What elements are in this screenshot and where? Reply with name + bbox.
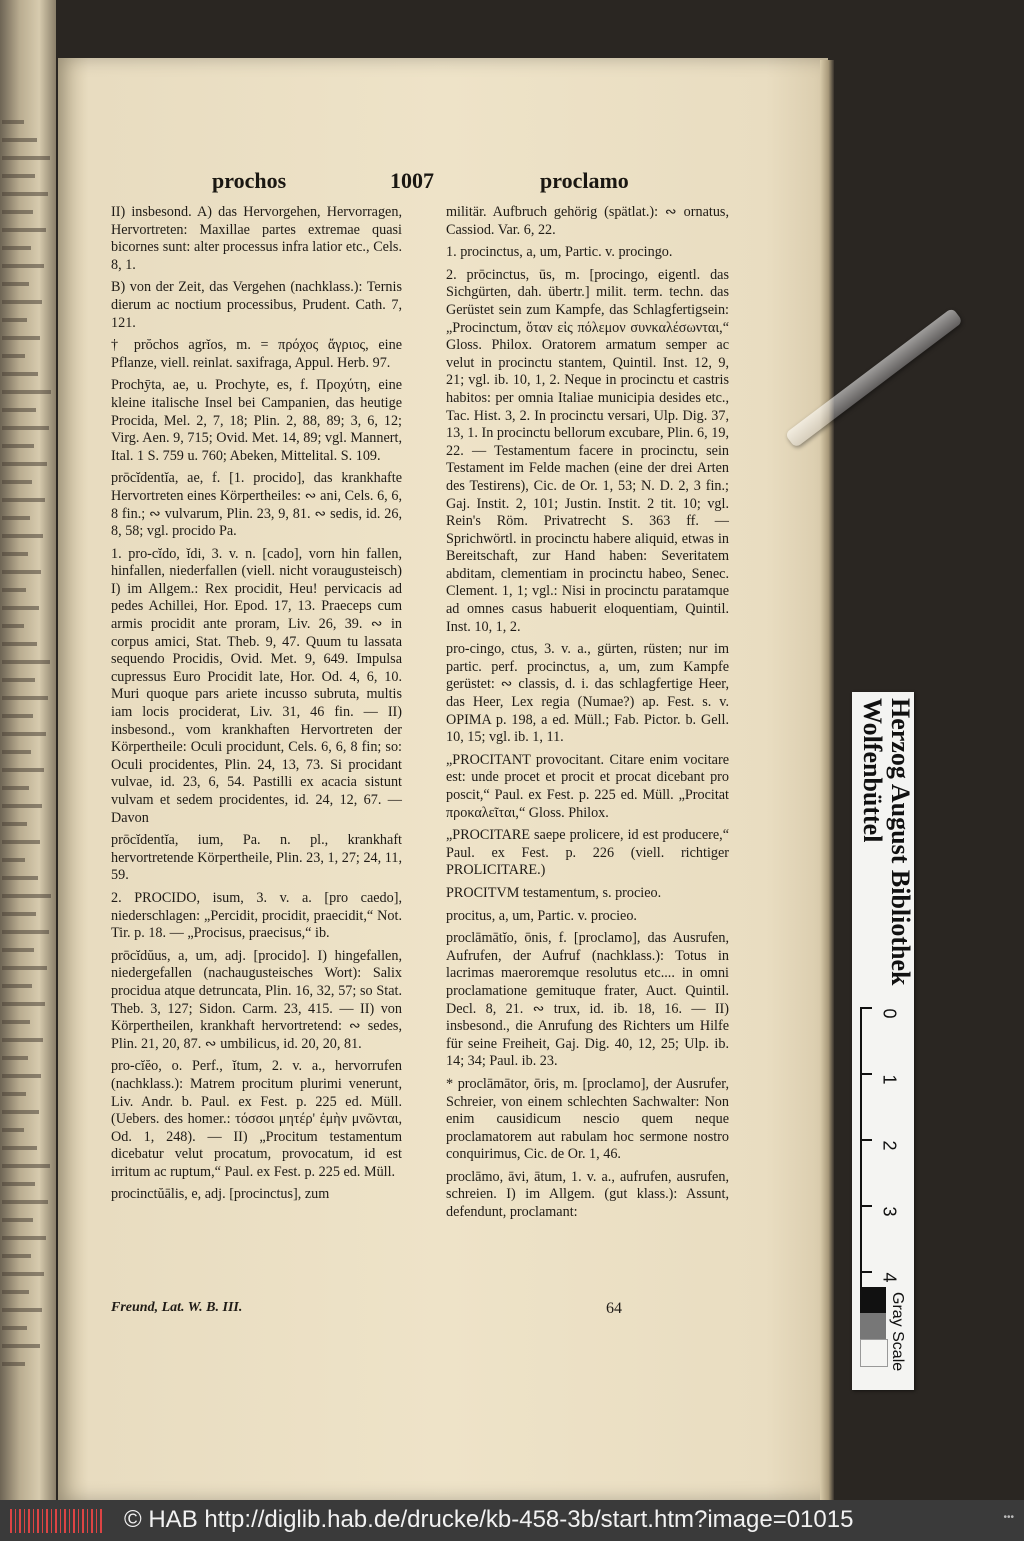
page-edge [820, 60, 834, 1500]
facing-page-line [2, 1056, 28, 1060]
dictionary-entry: pro-cĭĕo, o. Perf., ĭtum, 2. v. a., hervorrufen (nachklass.): Matrem procitum plurimi venerunt, Liv. Andr. b. Paul. ex Fest. p. 225 ed. Müll. (Uebers. des homer.: τόσσοι μητέρ' ἐμὴν μνῶνται, Od. 1, 248). — II) „Procitum testamentum dicebatur velut procatum, provocatum, id est irritum ac ruptum,“ Paul. ex Fest. p. 225 ed. Müll. [111, 1058, 402, 1180]
ruler-title [854, 698, 914, 998]
facing-page-line [2, 1164, 50, 1168]
dictionary-entry: prōcĭdŭus, a, um, adj. [procido]. I) hingefallen, niedergefallen (nachaugusteisches Wort): Salix procidua atque detruncata, Plin. 16, 32, 57; so Stat. Theb. 3, 127; Sidon. Carm. 23, 415. — II) von Körpertheilen, krankhaft hervortretend: ∾ sedes, Plin. 21, 20, 87. ∾ umbilicus, id. 20, 20, 81. [111, 947, 402, 1052]
dictionary-entry: pro-cingo, ctus, 3. v. a., gürten, rüsten; nur im partic. perf. procinctus, a, um, zum Kampfe gerüstet: ∾ classis, d. i. das schlagfertige Heer, das Heer, Lex regia (Numae?) ap. Fest. s. v. OPIMA p. 198, a ed. Müll.; Fab. Pictor. b. Gell. 10, 15; vgl. ib. 1, 11. [446, 641, 729, 746]
dictionary-entry: militär. Aufbruch gehörig (spätlat.): ∾ ornatus, Cassiod. Var. 6, 22. [446, 204, 729, 238]
ruler-tick [862, 1271, 872, 1273]
facing-page-line [2, 606, 39, 610]
dictionary-entry: proclāmo, āvi, ātum, 1. v. a., aufrufen, ausrufen, schreien. I) im Allgem. (gut klass.): Assunt, defendunt, proclamant: [446, 1168, 729, 1221]
dictionary-entry: 1. pro-cĭdo, ĭdi, 3. v. n. [cado], vorn hin fallen, hinfallen, niederfallen (viell. nicht voraugusteisch) I) im Allgem.: Rex procidit, Heu! pervicacis ad pedes Achillei, Hor. Epod. 17, 13. Praeceps cum armis procidit ante proram, Liv. 26, 39. ∾ in corpus amici, Stat. Theb. 9, 47. Quum tu lassata sequendo Procidis, Ovid. Met. 9, 649. Impulsa cupressus Euro Procidit late, Hor. Od. 4, 6, 10. Muri quoque pars ariete incusso subruta, multis iam locis prociderat, Liv. 31, 46 fin. — II) insbesond., vom krankhaften Hervortreten der Körpertheile: Oculi procidunt, Cels. 6, 6, 8 fin; so: Oculi procidentes, Plin. 24, 13, 73. Si procidant vulvae, id. 23, 6, 54. Pastilli ex acacia sistunt vulvam et sedem procidentes, id. 24, 12, 67. — Davon [111, 545, 402, 826]
citation-dots: ••• [1003, 1512, 1014, 1523]
facing-page-line [2, 1002, 45, 1006]
gray-patch-mid [860, 1313, 886, 1339]
running-head-right: proclamo [540, 168, 629, 193]
facing-page-line [2, 426, 49, 430]
facing-page-line [2, 390, 51, 394]
facing-page-line [2, 1236, 46, 1240]
facing-page-line [2, 1092, 26, 1096]
facing-page-line [2, 552, 28, 556]
ruler-number: 0 [879, 1008, 900, 1019]
facing-page-line [2, 174, 35, 178]
ruler-number: 2 [879, 1140, 900, 1151]
facing-page-line [2, 354, 25, 358]
facing-page-line [2, 1182, 35, 1186]
gray-patch-black [860, 1287, 886, 1313]
dictionary-entry: prōcĭdentĭa, ium, Pa. n. pl., krankhaft hervortretende Körpertheile, Plin. 23, 1, 27; 24, 11, 59. [111, 832, 402, 884]
facing-page-line [2, 660, 50, 664]
facing-page-line [2, 282, 29, 286]
facing-page-line [2, 300, 42, 304]
facing-page-line [2, 1326, 27, 1330]
facing-page-line [2, 516, 30, 520]
dictionary-entry: B) von der Zeit, das Vergehen (nachklass.): Ternis dierum ac noctium processibus, Prudent. Cath. 7, 121. [111, 279, 402, 331]
facing-page-line [2, 1290, 29, 1294]
facing-page-line [2, 372, 38, 376]
facing-page-line [2, 246, 31, 250]
facing-page-line [2, 408, 36, 412]
ruler-tick [862, 1139, 872, 1141]
page-number: 1007 [390, 168, 434, 193]
facing-page-line [2, 1110, 39, 1114]
facing-page-line [2, 984, 32, 988]
barcode-icon [10, 1509, 105, 1533]
facing-page-line [2, 462, 47, 466]
facing-page-line [2, 318, 27, 322]
facing-page-line [2, 1200, 48, 1204]
dictionary-entry: * proclāmātor, ōris, m. [proclamo], der Ausrufer, Schreier, von einem schlechten Sachwalter: Non enim causidicum nescio quem neque proclamatorem aut rabulam hoc sermone nostro conquirimus, Cic. de Or. 1, 46. [446, 1075, 729, 1163]
facing-page-line [2, 1362, 25, 1366]
left-column [111, 204, 402, 1209]
facing-page-line [2, 678, 35, 682]
facing-page-line [2, 588, 26, 592]
facing-page-line [2, 714, 33, 718]
facing-page-line [2, 534, 43, 538]
facing-page-line [2, 570, 41, 574]
dictionary-entry: procitus, a, um, Partic. v. procieo. [446, 907, 637, 924]
facing-page-line [2, 192, 48, 196]
facing-page-line [2, 1308, 42, 1312]
facing-page-line [2, 1146, 37, 1150]
ruler-tick [862, 1205, 872, 1207]
dictionary-entry: 1. procinctus, a, um, Partic. v. procingo. [446, 244, 673, 261]
facing-page-line [2, 876, 38, 880]
facing-page-line [2, 138, 37, 142]
facing-page-line [2, 480, 32, 484]
dictionary-entry: PROCITVM testamentum, s. procieo. [446, 884, 662, 901]
facing-page-line [2, 930, 49, 934]
ruler-scale [860, 1007, 900, 1307]
facing-page-edge [0, 0, 56, 1500]
facing-page-line [2, 336, 40, 340]
dictionary-entry: 2. prōcinctus, ūs, m. [procingo, eigentl. das Sichgürten, dah. übertr.] milit. term. techn. das Gerüstet sein zum Kampfe, das Schlagfertigsein: „Procinctum, ὅταν εἰς πόλεμον συνκαλέσωνται,“ Gloss. Philox. Oratorem armatum semper ac velut in procinctu stantem, Quintil. Inst. 12, 9, 21; vgl. ib. 10, 1, 2. Neque in procinctu et castris habitos: per omnia Italiae municipia desides etc., Tac. Hist. 3, 2. In procinctu versari, Ulp. Dig. 37, 13, 1. In procinctu bellorum excubare, Plin. 6, 19, 22. — Testamentum facere in procinctu, sein Testament im Felde machen (eine der drei Arten des Testirens), Cic. de Or. 1, 53; N. D. 2, 3 fin.; Gaj. Instit. 2, 101; Justin. Instit. 2 tit. 10; vgl. Rein's Röm. Privatrecht S. 363 ff. — Sprichwörtl. in procinctu habere aliquid, etwas in Bereitschaft, zur Hand haben: Severitatem abditam, clementiam in procinctu habeo, Senec. Clement. 1, 1; vgl.: Nisi in procinctu paratamque ad omnes casus habuerit eloquentiam, Quintil. Inst. 10, 1, 2. [446, 266, 729, 635]
dictionary-entry: † prŏchos agrĭos, m. = πρόχος ἄγριος, eine Pflanze, viell. reinlat. saxifraga, Appul. Herb. 97. [111, 337, 402, 371]
facing-page-line [2, 210, 33, 214]
dictionary-entry: „PROCITARE saepe prolicere, id est producere,“ Paul. ex Fest. p. 226 (viell. richtiger PROLICITARE.) [446, 827, 729, 879]
facing-page-line [2, 1038, 43, 1042]
gray-patch-white [860, 1339, 888, 1367]
facing-page-line [2, 840, 40, 844]
page-signature: Freund, Lat. W. B. III. [111, 1300, 243, 1315]
facing-page-line [2, 156, 50, 160]
sheet-number: 64 [606, 1300, 622, 1317]
ruler-tick [862, 1007, 872, 1009]
facing-page-line [2, 642, 37, 646]
facing-page-line [2, 444, 34, 448]
facing-page-line [2, 858, 25, 862]
facing-page-line [2, 264, 44, 268]
facing-page-line [2, 1128, 24, 1132]
facing-page-line [2, 732, 46, 736]
dictionary-entry: Prochȳta, ae, u. Prochyte, es, f. Προχύτη, eine kleine italische Insel bei Campanien, das heutige Procida, Mel. 2, 7, 18; Plin. 2, 88, 89; 3, 6, 12; Virg. Aen. 9, 715; Ovid. Met. 14, 89; vgl. Mannert, Ital. 1 S. 759 u. 760; Abeken, Mittelital. S. 109. [111, 377, 402, 464]
facing-page-line [2, 498, 45, 502]
facing-page-line [2, 1020, 30, 1024]
facing-page-line [2, 750, 31, 754]
citation-link[interactable]: © HAB http://diglib.hab.de/drucke/kb-458-3b/start.htm?image=01015 [124, 1506, 854, 1533]
facing-page-line [2, 696, 48, 700]
facing-page-line [2, 228, 46, 232]
facing-page-line [2, 1344, 40, 1348]
ruler-tick [862, 1073, 872, 1075]
facing-page-line [2, 120, 24, 124]
facing-page-line [2, 1254, 31, 1258]
ruler-number: 4 [879, 1272, 900, 1283]
ruler-number: 1 [879, 1074, 900, 1085]
facing-page-line [2, 804, 42, 808]
facing-page-line [2, 894, 51, 898]
facing-page-line [2, 912, 36, 916]
dictionary-entry: procinctŭālis, e, adj. [procinctus], zum [111, 1186, 330, 1203]
facing-page-line [2, 948, 34, 952]
dictionary-entry: „PROCITANT provocitant. Citare enim vocitare est: unde procet et procit et procat dicebant pro poscit,“ Paul. ex Fest. p. 225 ed. Müll. „Procitat προκαλεῖται,“ Gloss. Philox. [446, 751, 729, 821]
facing-page-line [2, 1074, 41, 1078]
right-column [446, 204, 729, 1227]
gray-scale-label: Gray Scale [889, 1292, 906, 1372]
facing-page-line [2, 1272, 44, 1276]
facing-page-line [2, 966, 47, 970]
facing-page-line [2, 768, 44, 772]
facing-page-line [2, 1218, 33, 1222]
running-head-left: prochos [212, 168, 287, 193]
library-color-ruler [852, 692, 914, 1390]
dictionary-entry: prōcĭdentĭa, ae, f. [1. procido], das krankhafte Hervortreten eines Körpertheiles: ∾ ani, Cels. 6, 6, 8 fin.; ∾ vulvarum, Plin. 23, 9, 81. ∾ sedis, id. 26, 8, 58; vgl. procido Pa. [111, 470, 402, 540]
facing-page-line [2, 786, 29, 790]
ruler-title-line1: Herzog August Bibliothek [886, 698, 915, 986]
dictionary-entry: II) insbesond. A) das Hervorgehen, Hervorragen, Hervortreten: Maxillae partes extremae quasi bicornes sunt: alter processus infra latior etc., Cels. 8, 1. [111, 204, 402, 273]
facing-page-line [2, 624, 24, 628]
dictionary-entry: proclāmātĭo, ōnis, f. [proclamo], das Ausrufen, Aufrufen, der Aufruf (nachklass.): Totus in lacrimas maeroremque resolutus etc.... in omni proclamatione gemituque frater, Auct. Quintil. Decl. 8, 21. ∾ trux, id. ib. 18, 16. — II) insbesond., die Anrufung des Richters um Hilfe für seine Freiheit, Gaj. Dig. 40, 12, 25; Ulp. ib. 14; 34; Paul. ib. 23. [446, 930, 729, 1070]
ruler-title-line2: Wolfenbüttel [858, 698, 887, 843]
dictionary-entry: 2. PROCIDO, isum, 3. v. a. [pro caedo], niederschlagen: „Percidit, procidit, praecidit,“ Not. Tir. p. 18. — „Procisus, praecisus,“ ib. [111, 889, 402, 942]
facing-page-line [2, 822, 27, 826]
ruler-number: 3 [879, 1206, 900, 1217]
citation-bar [0, 1500, 1024, 1541]
